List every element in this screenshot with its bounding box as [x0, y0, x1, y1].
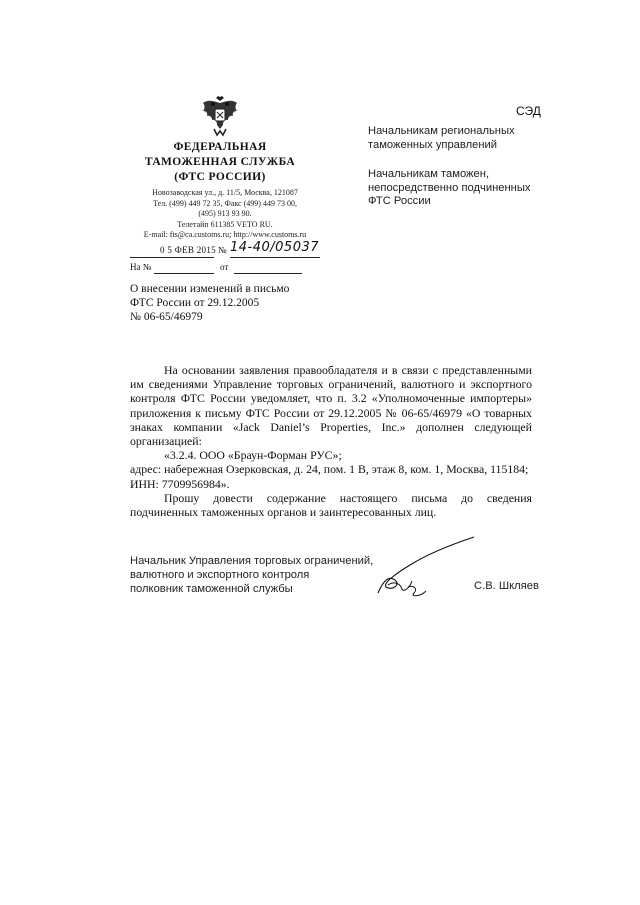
date-underline: [130, 257, 214, 258]
signatory-title-line1: Начальник Управления торговых ограничений,: [130, 555, 374, 567]
letter-body: [130, 363, 532, 519]
addressee-customs: [368, 168, 530, 209]
body-item-address: адрес: набережная Озерковская, д. 24, пом. 1 В, этаж 8, ком. 1, Москва, 115184;: [130, 462, 529, 477]
subject-line3: № 06-65/46979: [130, 311, 203, 323]
address-line5: E-mail: fts@ca.customs.ru; http://www.customs.ru: [143, 230, 307, 240]
body-item-title: «3.2.4. ООО «Браун-Форман РУС»;: [164, 448, 342, 463]
body-item-inn: ИНН: 7709956984».: [130, 476, 230, 491]
agency-address: [130, 188, 320, 241]
reference-date-label: от: [220, 262, 229, 272]
agency-name-line3: (ФТС РОССИИ): [174, 171, 266, 183]
addressee-regional: [368, 125, 515, 152]
addressee-regional-line1: Начальникам региональных: [368, 125, 515, 137]
addressee-regional-line2: таможенных управлений: [368, 138, 498, 151]
registration-number-label: №: [218, 245, 227, 255]
agency-name: [130, 140, 310, 185]
signatory-name: С.В. Шкляев: [474, 580, 539, 592]
sed-mark: СЭД: [516, 104, 541, 118]
address-line2: Тел. (499) 449 72 35, Факс (499) 449 73 00,: [153, 198, 297, 208]
body-paragraph-1: На основании заявления правообладателя и в связи с представленными им сведениями Управление торговых ограничений, валютного и экспортного контроля ФТС России уведомляет, что п. 3.2 «Уполномоченные импортеры» приложения к письму ФТС России от 29.12.2005 № 06-65/46979 «О товарных знаках компании «Jack Daniel’s Properties, Inc.» дополнен следующей организацией:: [130, 363, 532, 449]
number-underline: [230, 257, 320, 258]
registration-line: [130, 240, 320, 261]
address-line1: Новозаводская ул., д. 11/5, Москва, 121087: [152, 188, 298, 197]
agency-name-line1: ФЕДЕРАЛЬНАЯ: [173, 141, 267, 153]
reference-line: [130, 262, 320, 276]
registration-date-stamp: 0 5 ФЕВ 2015: [160, 245, 216, 255]
address-line3: (495) 913 93 90.: [198, 209, 252, 219]
reference-number-label: На №: [130, 262, 152, 272]
letter-subject: [130, 282, 289, 324]
handwritten-signature: [370, 535, 480, 605]
address-line4: Телетайп 611385 VETO RU.: [177, 219, 273, 229]
signatory-title-line3: полковник таможенной службы: [130, 582, 293, 595]
signatory-title: [130, 555, 373, 596]
coat-of-arms-emblem-icon: [200, 95, 240, 137]
subject-line2: ФТС России от 29.12.2005: [130, 297, 260, 309]
addressee-customs-line3: ФТС России: [368, 195, 431, 208]
reference-number-underline: [154, 273, 214, 274]
body-paragraph-2: Прошу довести содержание настоящего письма до сведения подчиненных таможенных органов и заинтересованных лиц.: [130, 490, 532, 520]
addressee-customs-line1: Начальникам таможен,: [368, 168, 490, 180]
addressee-customs-line2: непосредственно подчиненных: [368, 181, 531, 194]
reference-date-underline: [234, 273, 302, 274]
signatory-title-line2: валютного и экспортного контроля: [130, 568, 310, 581]
subject-line1: О внесении изменений в письмо: [130, 283, 290, 295]
registration-number-handwritten: 14-40/05037: [230, 240, 320, 255]
agency-name-line2: ТАМОЖЕННАЯ СЛУЖБА: [144, 156, 296, 168]
